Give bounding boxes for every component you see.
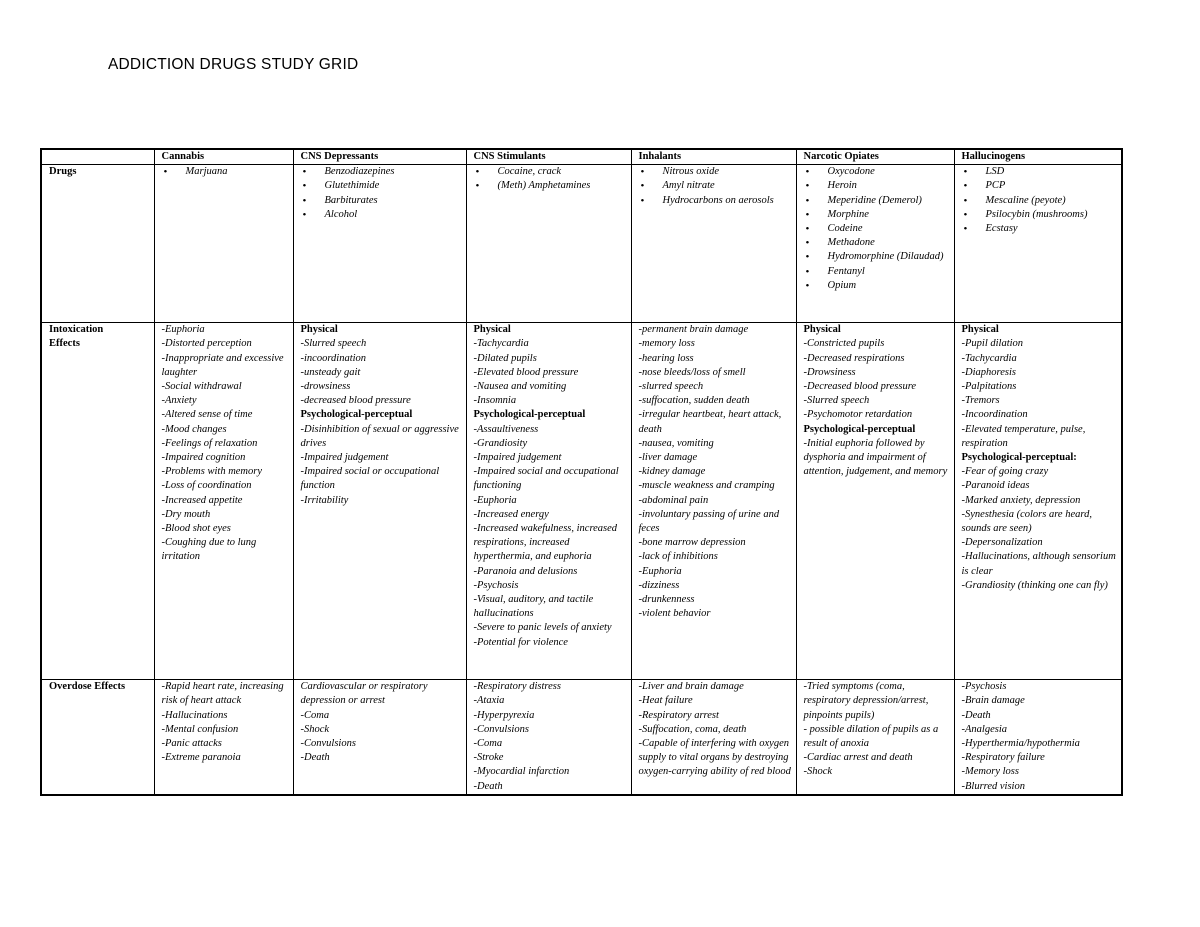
effect-item: -Tachycardia: [473, 338, 529, 350]
effect-item: -Shock: [300, 723, 330, 735]
effects-lines: [962, 465, 1118, 593]
intoxication-cell-inhalants: [631, 323, 796, 680]
effect-item: -Shock: [803, 766, 833, 778]
effect-item: -Altered sense of time: [161, 409, 253, 421]
effect-item: -Drowsiness: [803, 366, 856, 378]
effect-item: -violent behavior: [638, 608, 711, 620]
effects-lines: [639, 680, 792, 779]
overdose-cell-hallucinogens: [954, 680, 1122, 795]
effect-item: -dizziness: [638, 579, 680, 591]
effect-item: -Diaphoresis: [961, 366, 1016, 378]
drug-item: • Benzodiazepines: [301, 165, 462, 179]
drug-item: • Fentanyl: [804, 265, 950, 279]
row-header-intoxication-effects: [41, 323, 154, 680]
row-header-line: Effects: [49, 338, 80, 350]
effect-item: -Tremors: [961, 395, 1000, 407]
effects-lines: [301, 423, 462, 508]
overdose-cell-cannabis: [154, 680, 293, 795]
header-corner-cell: [41, 149, 154, 165]
drug-item: • Methadone: [804, 236, 950, 250]
effect-item: -Feelings of relaxation: [161, 437, 258, 449]
effect-item: -Distorted perception: [161, 338, 252, 350]
effects-lines: [162, 323, 289, 564]
effect-item: -Hyperthermia/hypothermia: [961, 738, 1080, 750]
effect-item: -Psychomotor retardation: [803, 409, 913, 421]
physical-heading: Physical: [473, 324, 511, 336]
effect-item: -Psychosis: [961, 681, 1007, 693]
effects-lines: [301, 680, 462, 765]
drug-item: • Morphine: [804, 208, 950, 222]
physical-heading: Physical: [300, 324, 338, 336]
drug-item: • (Meth) Amphetamines: [474, 179, 627, 193]
effect-item: -nausea, vomiting: [638, 437, 714, 449]
drugs-cell-hallucinogens: [954, 165, 1122, 323]
effect-item: -Constricted pupils: [803, 338, 885, 350]
effect-item: -Impaired social or occupational function: [300, 466, 440, 492]
effect-item: -Fear of going crazy: [961, 466, 1049, 478]
drug-item: • Alcohol: [301, 208, 462, 222]
effect-item: -Grandiosity: [473, 437, 528, 449]
column-header-narcotic-opiates: Narcotic Opiates: [796, 149, 954, 165]
effect-item: -muscle weakness and cramping: [638, 480, 775, 492]
psychological-heading: Psychological-perceptual: [803, 423, 916, 435]
effect-item: -Liver and brain damage: [638, 681, 744, 693]
effect-item: -Initial euphoria followed by dysphoria and impairment of attention, judgement, and memory: [803, 437, 948, 478]
effect-item: -Rapid heart rate, increasing risk of heart attack: [161, 681, 284, 707]
effect-item: -Decreased blood pressure: [803, 381, 917, 393]
effects-lines: [962, 680, 1118, 794]
effect-item: -Elevated temperature, pulse, respiration: [961, 423, 1086, 449]
effect-item: -lack of inhibitions: [638, 551, 718, 563]
column-header-hallucinogens: Hallucinogens: [954, 149, 1122, 165]
drug-list: [962, 165, 1118, 236]
drugs-cell-cns-stimulants: [466, 165, 631, 323]
effect-item: -Convulsions: [300, 738, 356, 750]
overdose-cell-narcotic-opiates: [796, 680, 954, 795]
effect-item: -Memory loss: [961, 766, 1019, 778]
effect-item: -suffocation, sudden death: [638, 395, 750, 407]
effect-item: -permanent brain damage: [638, 324, 749, 336]
effect-item: -Impaired cognition: [161, 452, 246, 464]
effect-item: -Convulsions: [473, 723, 529, 735]
page-title: ADDICTION DRUGS STUDY GRID: [108, 56, 359, 73]
effect-item: -Analgesia: [961, 723, 1007, 735]
effect-item: -liver damage: [638, 452, 698, 464]
drug-item: • PCP: [962, 179, 1118, 193]
effect-item: -Grandiosity (thinking one can fly): [961, 579, 1108, 591]
effect-item: -Increased wakefulness, increased respirations, increased hyperthermia, and euphoria: [473, 523, 618, 563]
effect-item: -irregular heartbeat, heart attack, death: [638, 409, 782, 435]
effect-item: -Mood changes: [161, 423, 227, 435]
effect-item: -Anxiety: [161, 395, 197, 407]
physical-heading: Physical: [961, 324, 999, 336]
effect-item: -nose bleeds/loss of smell: [638, 366, 746, 378]
effect-item: -Impaired judgement: [473, 452, 562, 464]
drug-list: [639, 165, 792, 208]
effect-item: -Impaired social and occupational functioning: [473, 466, 619, 492]
effect-item: -Death: [473, 780, 503, 792]
effect-item: -Potential for violence: [473, 636, 568, 648]
effects-lines: [804, 680, 950, 779]
drug-item: • Meperidine (Demerol): [804, 194, 950, 208]
effect-item: -Nausea and vomiting: [473, 381, 567, 393]
effect-item: -Respiratory arrest: [638, 709, 719, 721]
row-header-overdose-effects: Overdose Effects: [41, 680, 154, 795]
effect-item: -Hallucinations: [161, 709, 228, 721]
intoxication-cell-cns-stimulants: [466, 323, 631, 680]
psychological-heading: Psychological-perceptual:: [961, 452, 1077, 464]
effect-item: -Slurred speech: [300, 338, 367, 350]
effect-item: -Euphoria: [638, 565, 682, 577]
effects-lines: [804, 337, 950, 422]
effect-item: -hearing loss: [638, 352, 694, 364]
effect-item: -Hallucinations, although sensorium is clear: [961, 551, 1116, 577]
effect-item: -drunkenness: [638, 594, 695, 606]
effect-item: -incoordination: [300, 352, 367, 364]
psychological-heading: Psychological-perceptual: [300, 409, 413, 421]
drug-item: • Cocaine, crack: [474, 165, 627, 179]
effect-item: -Stroke: [473, 752, 504, 764]
effect-item: -unsteady gait: [300, 366, 361, 378]
effect-item: -memory loss: [638, 338, 695, 350]
drug-item: • Barbiturates: [301, 194, 462, 208]
drugs-cell-cannabis: [154, 165, 293, 323]
header-row: [41, 149, 1122, 165]
effect-item: -Blurred vision: [961, 780, 1025, 792]
drug-item: • Oxycodone: [804, 165, 950, 179]
drug-item: • Psilocybin (mushrooms): [962, 208, 1118, 222]
effect-item: -Insomnia: [473, 395, 517, 407]
effect-item: -slurred speech: [638, 381, 704, 393]
effect-item: -Tachycardia: [961, 352, 1017, 364]
effects-lines: [804, 437, 950, 480]
effect-item: -bone marrow depression: [638, 537, 746, 549]
effect-item: -Respiratory failure: [961, 752, 1045, 764]
drug-item: • Mescaline (peyote): [962, 194, 1118, 208]
effect-item: -Myocardial infarction: [473, 766, 570, 778]
effect-item: -Hyperpyrexia: [473, 709, 535, 721]
drug-item: • Nitrous oxide: [639, 165, 792, 179]
intoxication-cell-cns-depressants: [293, 323, 466, 680]
column-header-cns-stimulants: CNS Stimulants: [466, 149, 631, 165]
effect-item: -Depersonalization: [961, 537, 1043, 549]
effects-lines: [162, 680, 289, 765]
effects-lines: [474, 423, 627, 650]
effect-item: -Elevated blood pressure: [473, 366, 579, 378]
effect-item: -Increased appetite: [161, 494, 243, 506]
effect-item: -Severe to panic levels of anxiety: [473, 622, 612, 634]
drug-item: • LSD: [962, 165, 1118, 179]
drug-item: • Amyl nitrate: [639, 179, 792, 193]
overdose-cell-cns-stimulants: [466, 680, 631, 795]
effects-lines: [474, 680, 627, 794]
intoxication-cell-hallucinogens: [954, 323, 1122, 680]
drug-list: [301, 165, 462, 222]
drug-list: [474, 165, 627, 193]
effect-item: -Death: [300, 752, 330, 764]
drugs-cell-inhalants: [631, 165, 796, 323]
effect-item: -Coma: [300, 709, 330, 721]
effect-item: -Psychosis: [473, 579, 519, 591]
effect-item: -Euphoria: [161, 324, 205, 336]
drug-item: • Marjuana: [162, 165, 289, 179]
column-header-cannabis: Cannabis: [154, 149, 293, 165]
column-header-inhalants: Inhalants: [631, 149, 796, 165]
effect-item: -Palpitations: [961, 381, 1017, 393]
effect-item: -Marked anxiety, depression: [961, 494, 1081, 506]
row-header-line: Intoxication: [49, 324, 104, 336]
drug-item: • Ecstasy: [962, 222, 1118, 236]
effect-item: -Panic attacks: [161, 738, 222, 750]
drugs-cell-cns-depressants: [293, 165, 466, 323]
effect-item: -Disinhibition of sexual or aggressive drives: [300, 423, 459, 449]
effect-item: -Paranoia and delusions: [473, 565, 578, 577]
drug-list: [804, 165, 950, 293]
effect-item: -Impaired judgement: [300, 452, 389, 464]
drug-list: [162, 165, 289, 179]
intoxication-effects-row: [41, 323, 1122, 680]
effect-item: -Social withdrawal: [161, 381, 242, 393]
drug-item: • Hydrocarbons on aerosols: [639, 194, 792, 208]
effect-item: -Respiratory distress: [473, 681, 561, 693]
row-header-drugs: Drugs: [41, 165, 154, 323]
drug-item: • Heroin: [804, 179, 950, 193]
effect-item: -Assaultiveness: [473, 423, 539, 435]
effect-item: -abdominal pain: [638, 494, 709, 506]
effect-item: -Suffocation, coma, death: [638, 723, 747, 735]
effect-item: -Coughing due to lung irritation: [161, 537, 257, 563]
overdose-effects-row: [41, 680, 1122, 795]
effect-item: -Extreme paranoia: [161, 752, 241, 764]
effect-item: -Capable of interfering with oxygen supply to vital organs by destroying oxygen-carrying ability of red blood: [638, 738, 791, 778]
effect-item: -Visual, auditory, and tactile hallucinations: [473, 594, 594, 620]
drug-item: • Glutethimide: [301, 179, 462, 193]
overdose-cell-inhalants: [631, 680, 796, 795]
physical-heading: Physical: [803, 324, 841, 336]
effect-item: -Ataxia: [473, 695, 505, 707]
effects-lines: [639, 323, 792, 621]
effect-item: -Paranoid ideas: [961, 480, 1030, 492]
effect-item: -Tried symptoms (coma, respiratory depression/arrest, pinpoints pupils): [803, 681, 929, 721]
effects-lines: [301, 337, 462, 408]
effect-item: Cardiovascular or respiratory depression or arrest: [300, 681, 428, 707]
drugs-cell-narcotic-opiates: [796, 165, 954, 323]
effect-item: -Loss of coordination: [161, 480, 252, 492]
effect-item: -Heat failure: [638, 695, 693, 707]
effect-item: -Pupil dilation: [961, 338, 1024, 350]
effect-item: -Death: [961, 709, 991, 721]
overdose-cell-cns-depressants: [293, 680, 466, 795]
effect-item: -Inappropriate and excessive laughter: [161, 352, 284, 378]
effect-item: -Dry mouth: [161, 508, 211, 520]
drug-item: • Hydromorphine (Dilaudad): [804, 250, 950, 264]
drug-item: • Opium: [804, 279, 950, 293]
effect-item: -Brain damage: [961, 695, 1025, 707]
drugs-row: [41, 165, 1122, 323]
study-grid-table: [40, 148, 1123, 796]
effect-item: -decreased blood pressure: [300, 395, 411, 407]
effect-item: -Decreased respirations: [803, 352, 905, 364]
drug-item: • Codeine: [804, 222, 950, 236]
effects-lines: [962, 337, 1118, 451]
effects-lines: [474, 337, 627, 408]
effect-item: -Cardiac arrest and death: [803, 752, 913, 764]
effect-item: - possible dilation of pupils as a result of anoxia: [803, 723, 939, 750]
effect-item: -involuntary passing of urine and feces: [638, 508, 780, 535]
effect-item: -Incoordination: [961, 409, 1028, 421]
effect-item: -Mental confusion: [161, 723, 239, 735]
effect-item: -Coma: [473, 738, 503, 750]
effect-item: -Euphoria: [473, 494, 517, 506]
column-header-cns-depressants: CNS Depressants: [293, 149, 466, 165]
effect-item: -Dilated pupils: [473, 352, 537, 364]
intoxication-cell-narcotic-opiates: [796, 323, 954, 680]
effect-item: -Synesthesia (colors are heard, sounds are seen): [961, 508, 1092, 535]
effect-item: -kidney damage: [638, 466, 706, 478]
effect-item: -drowsiness: [300, 381, 351, 393]
effect-item: -Slurred speech: [803, 395, 870, 407]
effect-item: -Irritability: [300, 494, 349, 506]
psychological-heading: Psychological-perceptual: [473, 409, 586, 421]
effect-item: -Increased energy: [473, 508, 549, 520]
intoxication-cell-cannabis: [154, 323, 293, 680]
effect-item: -Blood shot eyes: [161, 523, 231, 535]
effect-item: -Problems with memory: [161, 466, 263, 478]
